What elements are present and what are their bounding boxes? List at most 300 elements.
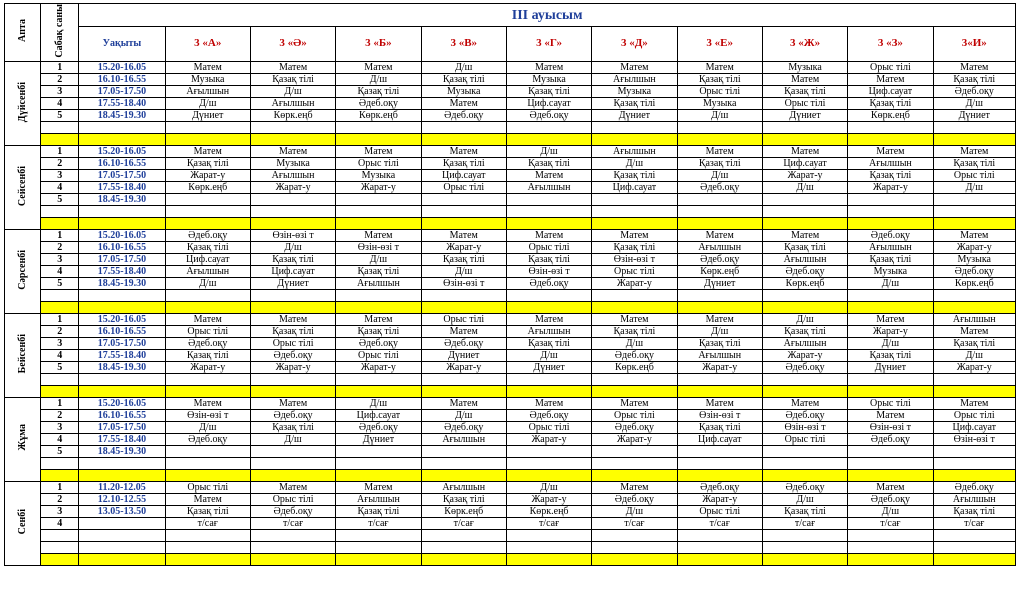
subject-cell: Матем — [592, 481, 677, 493]
subject-cell: Әдеб.оқу — [848, 433, 933, 445]
lesson-number: 4 — [41, 265, 79, 277]
empty-cell — [79, 289, 165, 301]
subject-cell: Музыка — [762, 61, 847, 73]
separator-cell — [506, 133, 591, 145]
subject-cell: Көрк.еңб — [677, 265, 762, 277]
empty-cell — [762, 373, 847, 385]
lesson-time: 18.45-19.30 — [79, 445, 165, 457]
subject-cell: т/сағ — [848, 517, 933, 529]
empty-cell — [165, 289, 250, 301]
subject-cell: Матем — [165, 313, 250, 325]
separator-cell — [79, 133, 165, 145]
subject-cell: Матем — [592, 313, 677, 325]
subject-cell: Жарат-у — [762, 349, 847, 361]
subject-cell: Циф.сауат — [506, 97, 591, 109]
subject-cell: Д/ш — [421, 265, 506, 277]
subject-cell: Орыс тілі — [421, 313, 506, 325]
lesson-number: 4 — [41, 517, 79, 529]
shift-title: ІІІ ауысым — [79, 4, 1016, 27]
subject-cell: Әдеб.оқу — [592, 349, 677, 361]
separator-cell — [336, 217, 421, 229]
subject-cell: Матем — [762, 145, 847, 157]
subject-cell: Көрк.еңб — [848, 109, 933, 121]
blank-row — [5, 541, 1016, 553]
lesson-time — [79, 517, 165, 529]
subject-cell: Көрк.еңб — [250, 109, 335, 121]
subject-cell — [506, 445, 591, 457]
lesson-row — [5, 97, 1016, 109]
subject-cell: Орыс тілі — [848, 397, 933, 409]
subject-cell: Матем — [506, 61, 591, 73]
subject-cell: Әдеб.оқу — [677, 181, 762, 193]
lesson-row — [5, 409, 1016, 421]
lesson-time: 17.05-17.50 — [79, 169, 165, 181]
empty-cell — [250, 529, 335, 541]
subject-cell: Қазақ тілі — [592, 325, 677, 337]
separator-cell — [336, 133, 421, 145]
lesson-number: 5 — [41, 361, 79, 373]
empty-cell — [336, 205, 421, 217]
subject-cell: Әдеб.оқу — [762, 265, 847, 277]
subject-cell — [677, 193, 762, 205]
subject-cell: Қазақ тілі — [848, 253, 933, 265]
lesson-number: 5 — [41, 277, 79, 289]
empty-cell — [41, 373, 79, 385]
schedule-table — [4, 3, 1016, 566]
empty-cell — [677, 289, 762, 301]
class-header: 3 «Ә» — [250, 27, 335, 61]
subject-cell — [848, 193, 933, 205]
separator-cell — [79, 553, 165, 565]
separator-cell — [250, 469, 335, 481]
subject-cell: Әдеб.оқу — [506, 277, 591, 289]
empty-cell — [421, 289, 506, 301]
empty-cell — [506, 121, 591, 133]
subject-cell: Қазақ тілі — [336, 85, 421, 97]
subject-cell: Д/ш — [506, 145, 591, 157]
subject-cell: Жарат-у — [336, 181, 421, 193]
subject-cell: Әдеб.оқу — [165, 337, 250, 349]
subject-cell: Матем — [165, 493, 250, 505]
subject-cell: Орыс тілі — [762, 97, 847, 109]
subject-cell: Өзін-өзі т — [421, 277, 506, 289]
subject-cell: Матем — [506, 397, 591, 409]
subject-cell: Әдеб.оқу — [677, 481, 762, 493]
subject-cell: Матем — [336, 481, 421, 493]
subject-cell: Циф.сауат — [421, 169, 506, 181]
separator-cell — [79, 385, 165, 397]
subject-cell: Матем — [506, 229, 591, 241]
separator-cell — [506, 301, 591, 313]
empty-cell — [592, 373, 677, 385]
subject-cell: Матем — [592, 229, 677, 241]
subject-cell: Матем — [933, 229, 1015, 241]
subject-cell: Қазақ тілі — [762, 505, 847, 517]
subject-cell: Матем — [336, 313, 421, 325]
subject-cell — [933, 445, 1015, 457]
subject-cell: Матем — [762, 397, 847, 409]
lesson-time: 16.10-16.55 — [79, 241, 165, 253]
subject-cell: т/сағ — [762, 517, 847, 529]
subject-cell: Қазақ тілі — [848, 349, 933, 361]
subject-cell: Ағылшын — [250, 97, 335, 109]
lesson-number: 5 — [41, 109, 79, 121]
separator-cell — [592, 469, 677, 481]
subject-cell: Қазақ тілі — [421, 253, 506, 265]
subject-cell: Ағылшын — [421, 433, 506, 445]
empty-cell — [848, 541, 933, 553]
empty-cell — [421, 529, 506, 541]
subject-cell: Д/ш — [250, 433, 335, 445]
separator-cell — [421, 385, 506, 397]
empty-cell — [933, 541, 1015, 553]
lesson-row — [5, 445, 1016, 457]
separator-cell — [79, 469, 165, 481]
subject-cell: Әдеб.оқу — [421, 421, 506, 433]
separator-cell — [336, 553, 421, 565]
separator-cell — [421, 133, 506, 145]
subject-cell: Ағылшын — [592, 73, 677, 85]
subject-cell: Дүниет — [848, 361, 933, 373]
separator-cell — [165, 301, 250, 313]
subject-cell: Матем — [762, 73, 847, 85]
blank-row — [5, 457, 1016, 469]
class-header: 3«И» — [933, 27, 1015, 61]
subject-cell: Қазақ тілі — [762, 85, 847, 97]
subject-cell: Әдеб.оқу — [848, 229, 933, 241]
separator-cell — [933, 217, 1015, 229]
subject-cell: Д/ш — [336, 253, 421, 265]
separator-cell — [421, 217, 506, 229]
subject-cell: Матем — [421, 97, 506, 109]
subject-cell: Жарат-у — [848, 325, 933, 337]
empty-cell — [933, 121, 1015, 133]
subject-cell: Орыс тілі — [762, 433, 847, 445]
subject-cell: Матем — [848, 73, 933, 85]
week-header: Апта — [5, 4, 41, 62]
separator-cell — [762, 469, 847, 481]
empty-cell — [79, 457, 165, 469]
empty-cell — [933, 373, 1015, 385]
subject-cell: Қазақ тілі — [165, 157, 250, 169]
subject-cell: Дүниет — [250, 277, 335, 289]
lesson-number: 4 — [41, 97, 79, 109]
subject-cell: Орыс тілі — [506, 421, 591, 433]
class-header: 3 «З» — [848, 27, 933, 61]
subject-cell: Д/ш — [848, 277, 933, 289]
empty-cell — [506, 373, 591, 385]
subject-cell: Матем — [677, 229, 762, 241]
empty-cell — [250, 121, 335, 133]
empty-cell — [165, 529, 250, 541]
class-header: 3 «Б» — [336, 27, 421, 61]
day-label-cell — [5, 229, 41, 313]
subject-cell: Жарат-у — [592, 433, 677, 445]
empty-cell — [336, 529, 421, 541]
subject-cell: Музыка — [336, 169, 421, 181]
empty-cell — [848, 205, 933, 217]
subject-cell: Қазақ тілі — [506, 157, 591, 169]
subject-cell: Қазақ тілі — [421, 157, 506, 169]
subject-cell: Матем — [933, 397, 1015, 409]
subject-cell: Музыка — [677, 97, 762, 109]
subject-cell: т/сағ — [933, 517, 1015, 529]
subject-cell: Жарат-у — [165, 361, 250, 373]
lesson-time: 16.10-16.55 — [79, 409, 165, 421]
subject-cell: Д/ш — [848, 505, 933, 517]
lesson-time: 17.55-18.40 — [79, 265, 165, 277]
class-header: 3 «Е» — [677, 27, 762, 61]
subject-cell: Өзін-өзі т — [506, 265, 591, 277]
lesson-number: 5 — [41, 193, 79, 205]
subject-cell — [848, 445, 933, 457]
subject-cell: Ағылшын — [762, 253, 847, 265]
subject-cell: Матем — [250, 145, 335, 157]
lesson-row — [5, 181, 1016, 193]
class-header: 3 «А» — [165, 27, 250, 61]
subject-cell: Д/ш — [165, 421, 250, 433]
subject-cell: Қазақ тілі — [677, 73, 762, 85]
empty-cell — [79, 541, 165, 553]
separator-cell — [336, 469, 421, 481]
empty-cell — [933, 457, 1015, 469]
subject-cell: Д/ш — [677, 325, 762, 337]
subject-cell: Циф.сауат — [250, 265, 335, 277]
subject-cell: Матем — [677, 397, 762, 409]
empty-cell — [421, 541, 506, 553]
empty-cell — [250, 457, 335, 469]
subject-cell — [165, 193, 250, 205]
subject-cell: Әдеб.оқу — [506, 109, 591, 121]
subject-cell: Әдеб.оқу — [933, 481, 1015, 493]
subject-cell: Жарат-у — [165, 169, 250, 181]
empty-cell — [79, 373, 165, 385]
lesson-time: 17.55-18.40 — [79, 97, 165, 109]
lesson-count-header: Сабақ саны — [41, 4, 79, 62]
subject-cell: Қазақ тілі — [336, 325, 421, 337]
subject-cell: Матем — [250, 61, 335, 73]
blank-row — [5, 373, 1016, 385]
subject-cell: Жарат-у — [250, 181, 335, 193]
subject-cell — [592, 193, 677, 205]
subject-cell — [336, 445, 421, 457]
subject-cell: Ағылшын — [933, 313, 1015, 325]
subject-cell: Музыка — [421, 85, 506, 97]
lesson-row — [5, 193, 1016, 205]
empty-cell — [41, 529, 79, 541]
separator-cell — [592, 217, 677, 229]
lesson-number: 1 — [41, 229, 79, 241]
subject-cell: Қазақ тілі — [933, 505, 1015, 517]
lesson-row — [5, 505, 1016, 517]
empty-cell — [677, 121, 762, 133]
day-label-cell — [5, 397, 41, 481]
lesson-time: 12.10-12.55 — [79, 493, 165, 505]
day-label: Сенбі — [17, 508, 29, 535]
empty-cell — [336, 457, 421, 469]
separator-cell — [165, 553, 250, 565]
separator-cell — [762, 217, 847, 229]
separator-cell — [933, 385, 1015, 397]
subject-cell: Қазақ тілі — [762, 241, 847, 253]
empty-cell — [250, 205, 335, 217]
lesson-number: 1 — [41, 481, 79, 493]
subject-cell: Әдеб.оқу — [336, 421, 421, 433]
empty-cell — [592, 457, 677, 469]
lesson-time: 17.55-18.40 — [79, 349, 165, 361]
subject-cell: Дүниет — [165, 109, 250, 121]
subject-cell: Матем — [336, 229, 421, 241]
lesson-number: 2 — [41, 493, 79, 505]
subject-cell: Матем — [848, 145, 933, 157]
subject-cell: Ағылшын — [506, 325, 591, 337]
separator-cell — [250, 301, 335, 313]
subject-cell: Жарат-у — [506, 433, 591, 445]
empty-cell — [41, 121, 79, 133]
subject-cell: Жарат-у — [336, 361, 421, 373]
subject-cell: Дүниет — [336, 433, 421, 445]
empty-cell — [933, 289, 1015, 301]
subject-cell: Дүниет — [933, 109, 1015, 121]
subject-cell: Өзін-өзі т — [933, 433, 1015, 445]
subject-cell: Көрк.еңб — [336, 109, 421, 121]
subject-cell: Д/ш — [592, 337, 677, 349]
lesson-time: 17.05-17.50 — [79, 253, 165, 265]
lesson-row — [5, 325, 1016, 337]
subject-cell: Әдеб.оқу — [677, 253, 762, 265]
subject-cell: Д/ш — [677, 169, 762, 181]
subject-cell: Әдеб.оқу — [933, 85, 1015, 97]
subject-cell: Жарат-у — [677, 361, 762, 373]
subject-cell: Дүниет — [421, 349, 506, 361]
lesson-row — [5, 337, 1016, 349]
empty-cell — [421, 373, 506, 385]
separator-cell — [41, 469, 79, 481]
separator-cell — [41, 133, 79, 145]
separator-cell — [506, 553, 591, 565]
empty-cell — [506, 457, 591, 469]
subject-cell: т/сағ — [165, 517, 250, 529]
empty-cell — [506, 205, 591, 217]
empty-cell — [336, 373, 421, 385]
subject-cell: Матем — [933, 325, 1015, 337]
subject-cell: Д/ш — [506, 349, 591, 361]
subject-cell: Жарат-у — [592, 277, 677, 289]
empty-cell — [677, 457, 762, 469]
empty-cell — [933, 205, 1015, 217]
subject-cell: Д/ш — [250, 241, 335, 253]
empty-cell — [165, 373, 250, 385]
separator-cell — [677, 385, 762, 397]
lesson-row — [5, 313, 1016, 325]
empty-cell — [336, 541, 421, 553]
subject-cell: Д/ш — [592, 505, 677, 517]
empty-cell — [41, 541, 79, 553]
empty-cell — [250, 373, 335, 385]
empty-cell — [848, 121, 933, 133]
subject-cell: Циф.сауат — [592, 181, 677, 193]
subject-cell: Д/ш — [677, 109, 762, 121]
lesson-row — [5, 109, 1016, 121]
subject-cell: Матем — [250, 313, 335, 325]
empty-cell — [421, 121, 506, 133]
blank-row — [5, 121, 1016, 133]
subject-cell: Жарат-у — [762, 169, 847, 181]
subject-cell: Ағылшын — [250, 169, 335, 181]
empty-cell — [165, 457, 250, 469]
lesson-row — [5, 265, 1016, 277]
subject-cell: Д/ш — [592, 157, 677, 169]
subject-cell: Ағылшын — [933, 493, 1015, 505]
lesson-row — [5, 73, 1016, 85]
subject-cell: т/сағ — [677, 517, 762, 529]
lesson-time: 18.45-19.30 — [79, 277, 165, 289]
subject-cell — [762, 445, 847, 457]
subject-cell: Жарат-у — [421, 361, 506, 373]
subject-cell: Циф.сауат — [848, 85, 933, 97]
lesson-time: 16.10-16.55 — [79, 73, 165, 85]
subject-cell: Көрк.еңб — [762, 277, 847, 289]
subject-cell: Ағылшын — [762, 337, 847, 349]
separator-cell — [848, 133, 933, 145]
empty-cell — [336, 289, 421, 301]
subject-cell: Дүниет — [762, 109, 847, 121]
lesson-number: 2 — [41, 325, 79, 337]
subject-cell: Матем — [250, 397, 335, 409]
subject-cell — [933, 193, 1015, 205]
subject-cell: Матем — [421, 229, 506, 241]
subject-cell: Ағылшын — [848, 241, 933, 253]
subject-cell: Д/ш — [933, 97, 1015, 109]
subject-cell: Әдеб.оқу — [762, 481, 847, 493]
lesson-row — [5, 481, 1016, 493]
subject-cell: Өзін-өзі т — [336, 241, 421, 253]
lesson-row — [5, 349, 1016, 361]
subject-cell: Матем — [592, 397, 677, 409]
subject-cell — [250, 445, 335, 457]
empty-cell — [677, 373, 762, 385]
lesson-number: 1 — [41, 145, 79, 157]
day-separator-row — [5, 553, 1016, 565]
subject-cell: Жарат-у — [506, 493, 591, 505]
class-header: 3 «Д» — [592, 27, 677, 61]
lesson-row — [5, 361, 1016, 373]
subject-cell: Матем — [506, 313, 591, 325]
empty-cell — [592, 541, 677, 553]
subject-cell: Д/ш — [933, 181, 1015, 193]
subject-cell: Қазақ тілі — [677, 421, 762, 433]
subject-cell: Матем — [336, 145, 421, 157]
subject-cell: Қазақ тілі — [762, 325, 847, 337]
lesson-number: 5 — [41, 445, 79, 457]
subject-cell: Д/ш — [933, 349, 1015, 361]
subject-cell: Матем — [762, 229, 847, 241]
subject-cell: Орыс тілі — [848, 61, 933, 73]
subject-cell: Орыс тілі — [250, 493, 335, 505]
subject-cell: Орыс тілі — [592, 265, 677, 277]
lesson-number: 2 — [41, 241, 79, 253]
empty-cell — [592, 121, 677, 133]
subject-cell: Матем — [421, 397, 506, 409]
subject-cell: Әдеб.оқу — [250, 505, 335, 517]
subject-cell: Көрк.еңб — [933, 277, 1015, 289]
day-label-cell — [5, 145, 41, 229]
separator-cell — [762, 301, 847, 313]
subject-cell: Әдеб.оқу — [250, 409, 335, 421]
separator-cell — [165, 217, 250, 229]
subject-cell: Өзін-өзі т — [165, 409, 250, 421]
lesson-row — [5, 229, 1016, 241]
